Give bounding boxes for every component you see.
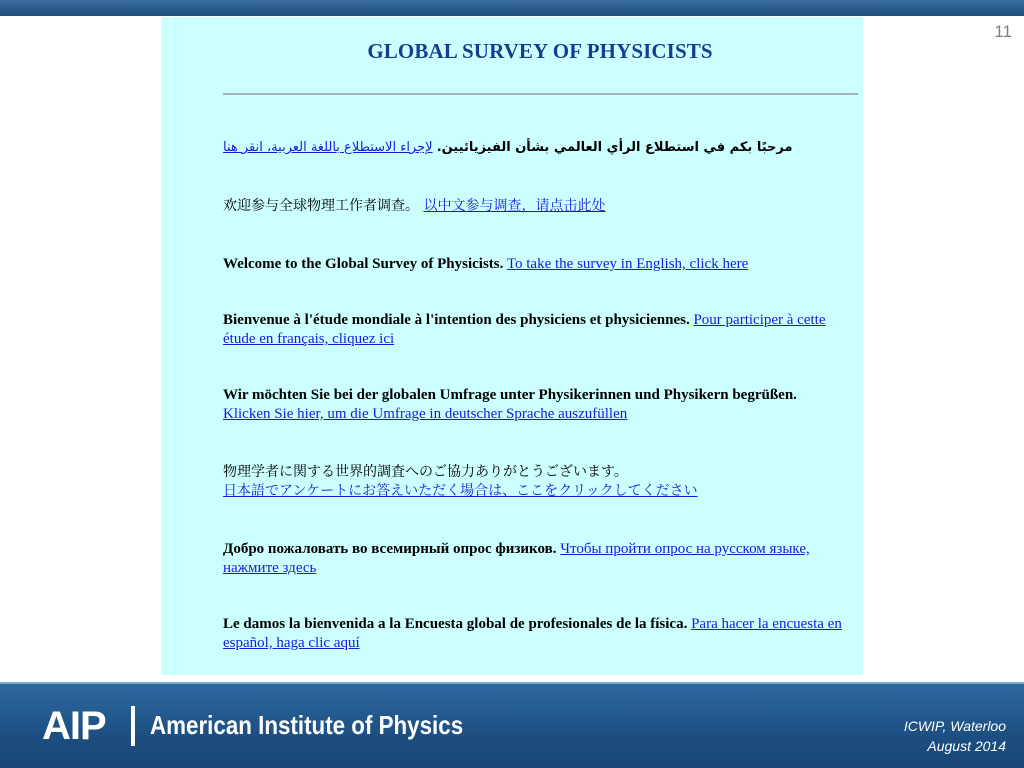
survey-link-arabic[interactable]: لإجراء الاستطلاع باللغة العربية، انقر هنا <box>223 140 433 155</box>
survey-link-russian[interactable]: Чтобы пройти опрос на русском языке, нажмите здесь <box>223 541 810 576</box>
welcome-text-japanese: 物理学者に関する世界的調査へのご協力ありがとうございます。 <box>223 464 628 480</box>
organization-name: American Institute of Physics <box>150 710 464 740</box>
survey-link-japanese[interactable]: 日本語でアンケートにお答えいただく場合は、ここをクリックしてください <box>223 483 698 499</box>
event-date: August 2014 <box>927 738 1006 754</box>
survey-link-spanish[interactable]: Para hacer la encuesta en español, haga clic aquí <box>223 616 842 651</box>
language-block-russian <box>223 540 853 578</box>
welcome-text-chinese: 欢迎参与全球物理工作者调查。 <box>223 198 419 214</box>
aip-logo: AIP <box>42 704 106 748</box>
welcome-text-arabic: مرحبًا بكم في استطلاع الرأي العالمي بشأن الفيزيائيين. <box>436 140 793 155</box>
language-block-english <box>223 255 853 274</box>
language-block-spanish <box>223 615 853 653</box>
welcome-text-french: Bienvenue à l'étude mondiale à l'intention des physiciens et physiciennes. <box>223 312 690 328</box>
survey-link-chinese[interactable]: 以中文参与调查，请点击此处 <box>423 198 606 214</box>
welcome-text-german: Wir möchten Sie bei der globalen Umfrage unter Physikerinnen und Physikern begrüßen. <box>223 387 797 403</box>
language-block-french <box>223 311 853 349</box>
logo-divider <box>131 706 135 746</box>
language-block-arabic <box>223 138 853 157</box>
event-name: ICWIP, Waterloo <box>903 718 1006 734</box>
language-block-german <box>223 386 853 424</box>
survey-link-german[interactable]: Klicken Sie hier, um die Umfrage in deutscher Sprache auszufüllen <box>223 406 628 422</box>
welcome-text-spanish: Le damos la bienvenida a la Encuesta global de profesionales de la física. <box>223 616 688 632</box>
event-info <box>904 716 1006 756</box>
language-block-japanese <box>223 463 853 501</box>
survey-screenshot-panel <box>161 17 863 675</box>
language-block-chinese <box>223 197 853 216</box>
top-bar <box>0 0 1024 16</box>
welcome-text-russian: Добро пожаловать во всемирный опрос физиков. <box>223 541 557 557</box>
survey-title: GLOBAL SURVEY OF PHYSICISTS <box>367 39 713 63</box>
title-divider <box>223 93 858 95</box>
survey-link-english[interactable]: To take the survey in English, click here <box>506 256 749 272</box>
welcome-text-english: Welcome to the Global Survey of Physicists. <box>223 256 504 272</box>
slide-number: 11 <box>994 22 1012 41</box>
survey-link-french[interactable]: Pour participer à cette étude en français, cliquez ici <box>223 312 826 347</box>
